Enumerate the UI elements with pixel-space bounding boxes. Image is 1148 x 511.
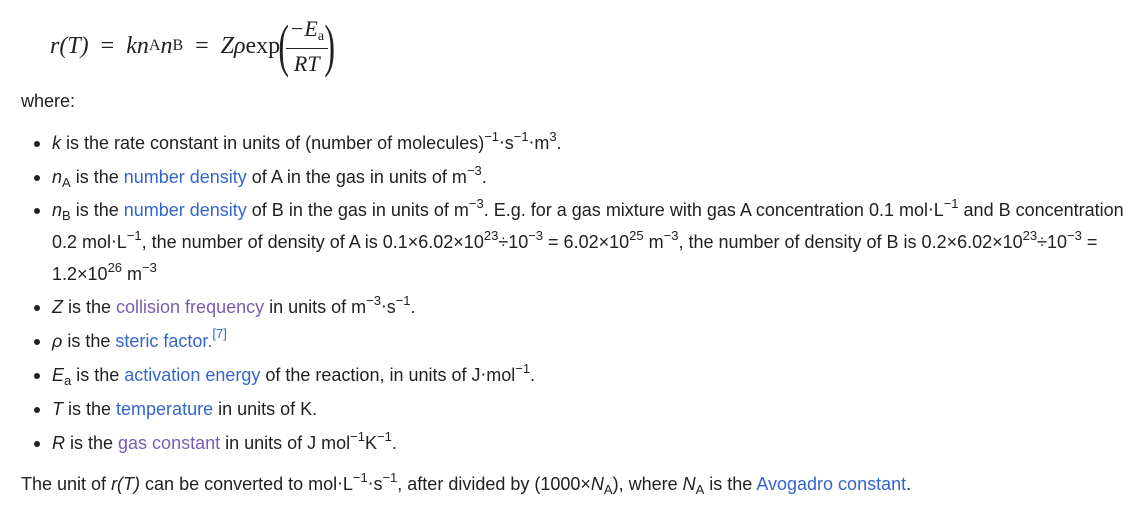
formula-lhs: r(T) xyxy=(50,32,89,59)
collision-frequency-link[interactable]: collision frequency xyxy=(116,297,265,317)
formula-sub-a: A xyxy=(148,37,161,54)
formula-close-paren: ) xyxy=(324,13,336,78)
gas-constant-link[interactable]: gas constant xyxy=(118,433,221,453)
unit-conversion-paragraph: The unit of r(T) can be converted to $mol\cdot L^{-1}\cdot s^{-1}$, after divided by $(1000\times N_A)$, where $N_A$ is the Avogadro constant. xyxy=(21,470,912,497)
list-item-k: k is the rate constant in units of (number of $molecules)^{-1}\cdot s^{-1}\cdot m^3$. xyxy=(21,126,1141,160)
formula-fraction xyxy=(286,15,329,76)
formula-equals: = xyxy=(100,32,115,59)
formula-sub-b: B xyxy=(172,37,184,54)
list-item-ea: $E_a$ is the activation energy of the reaction, in units of J⋅mol$^{-1}$. xyxy=(21,358,1141,392)
number-density-link[interactable]: number density xyxy=(123,167,247,187)
where-label: where: xyxy=(21,91,76,111)
formula-numerator: $-E_a$ xyxy=(286,18,329,49)
activation-energy-link[interactable]: activation energy xyxy=(124,365,261,385)
temperature-link[interactable]: temperature xyxy=(116,399,214,419)
list-item-na: $n_A$ is the number density of A in the gas in units of $m^{-3}$. xyxy=(21,160,1141,194)
formula-equals-2: = xyxy=(195,32,209,59)
formula-open-paren: ( xyxy=(278,13,290,78)
list-item-r: R is the gas constant in units of J $mol^{-1}K^{-1}$. xyxy=(21,426,1141,460)
formula-k-n: kn xyxy=(126,32,149,59)
formula-z-rho: Zρ xyxy=(220,32,246,59)
number-density-link-2[interactable]: number density xyxy=(123,200,247,220)
formula-exp: exp xyxy=(245,32,281,59)
list-item-nb: $n_B$ is the number density of B in the gas in units of $m^{-3}$. E.g. for a gas mixture with gas A concentration 0.1 $mol\cdot L^{-1}$ and B concentration 0.2 $mol\cdot L^{-1}$, the number of density of A is $0.1\times 6.02\times 10^{23}\div 10^{-3} = 6.02\times 10^{25}$ $m^{-3}$, the number of density of B is $0.2\times 6.02\times 10^{23}\div 10^{-3} = 1.2\times 10^{26}$ $m^{-3}$ xyxy=(21,194,1141,290)
variable-list xyxy=(21,126,1141,460)
list-item-z: Z is the collision frequency in units of $m^{-3}\cdot s^{-1}$. xyxy=(21,290,1141,324)
rate-equation xyxy=(50,12,339,80)
list-item-rho: ρ is the steric factor.[7] xyxy=(21,324,1141,358)
avogadro-constant-link[interactable]: Avogadro constant xyxy=(756,474,907,494)
reference-7-link[interactable]: [7] xyxy=(212,326,227,341)
formula-n: n xyxy=(160,32,173,59)
steric-factor-link[interactable]: steric factor. xyxy=(115,331,213,351)
formula-denominator: RT xyxy=(293,50,320,76)
list-item-t: T is the temperature in units of K. xyxy=(21,392,1141,426)
